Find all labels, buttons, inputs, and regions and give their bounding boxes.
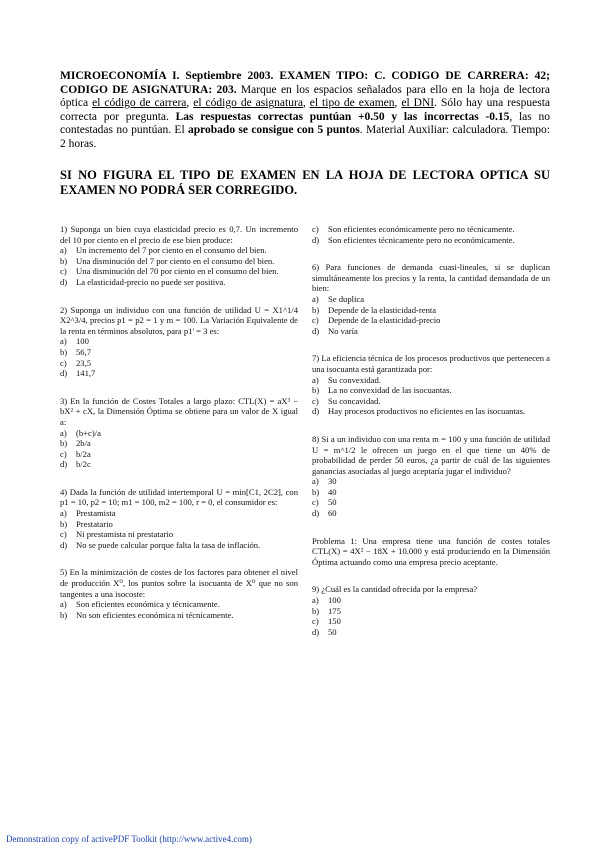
option-text: La elasticidad-precio no puede ser positiva. (76, 276, 226, 287)
warning-text: SI NO FIGURA EL TIPO DE EXAMEN EN LA HOJA DE LECTORA OPTICA SU EXAMEN NO PODRÁ SER CORREGIDO. (60, 168, 550, 197)
question-block (60, 567, 298, 620)
separator: , (394, 97, 402, 110)
option-text: 100 (328, 595, 341, 606)
question-stem: 7) La eficiencia técnica de los procesos productivos que pertenecen a una isocuanta está garantizada por: (312, 353, 550, 374)
answer-option (60, 428, 298, 439)
option-text: Hay procesos productivos no eficientes en las isocuantas. (328, 406, 526, 417)
option-text: Su convexidad. (328, 374, 381, 385)
answer-option (60, 540, 298, 551)
answer-option (312, 396, 550, 407)
option-text: No son eficientes económica ni técnicamente. (76, 609, 234, 620)
option-letter: b) (60, 255, 68, 266)
option-letter: a) (60, 508, 67, 519)
question-stem: 1) Suponga un bien cuya elasticidad precio es 0,7. Un incremento del 10 por ciento en el precio de ese bien produce: (60, 224, 298, 245)
separator: , (302, 97, 310, 110)
answer-option (60, 245, 298, 256)
option-text: 100 (76, 336, 89, 347)
option-text: Son eficientes económica y técnicamente. (76, 599, 220, 610)
answer-option (312, 224, 550, 235)
answer-option (60, 336, 298, 347)
option-letter: d) (60, 459, 68, 470)
option-text: Su concavidad. (328, 395, 381, 406)
option-text: 50 (328, 497, 337, 508)
question-stem: 4) Dada la función de utilidad intertemporal U = min[C1, 2C2], con p1 = 10, p2 = 10; m1 = 100, m2 = 100, r = 0, el consumidor es: (60, 486, 298, 508)
answer-option (312, 606, 550, 617)
instruction-carrera: el código de carrera (92, 97, 187, 110)
answer-option (312, 508, 550, 519)
answer-option (60, 277, 298, 288)
option-text: 50 (328, 626, 337, 637)
answer-option (60, 508, 298, 519)
option-letter: c) (312, 616, 319, 627)
question-block (312, 224, 550, 245)
answer-option (312, 385, 550, 396)
option-letter: c) (312, 224, 319, 234)
option-letter: a) (60, 245, 67, 256)
option-letter: c) (60, 266, 67, 277)
option-text: (b+c)/a (76, 427, 101, 438)
option-letter: b) (60, 518, 68, 529)
option-text: Depende de la elasticidad-renta (328, 304, 437, 315)
option-text: 2b/a (76, 438, 91, 449)
answer-option (312, 375, 550, 386)
option-letter: b) (312, 486, 320, 497)
question-stem: 2) Suponga un individuo con una función de utilidad U = X1^1/4 X2^3/4, precios p1 = p2 = 1 y m = 100. La Variación Equivalente de la renta en términos absolutos, para p1' = 3 es: (60, 304, 298, 336)
option-letter: a) (312, 293, 319, 304)
option-text: 23,5 (76, 357, 92, 368)
answer-option (60, 358, 298, 369)
answer-option (60, 266, 298, 277)
question-stem: 9) ¿Cuál es la cantidad ofrecida por la empresa? (312, 584, 478, 595)
instruction-dni: el DNI (401, 97, 435, 110)
option-letter: d) (312, 325, 320, 336)
answer-option (60, 256, 298, 267)
question-block (312, 434, 550, 519)
answer-option (312, 406, 550, 417)
option-letter: c) (312, 497, 319, 508)
option-letter: a) (60, 599, 67, 610)
option-letter: c) (60, 529, 67, 540)
answer-option (60, 459, 298, 470)
option-text: Un incremento del 7 por ciento en el consumo del bien. (76, 245, 267, 256)
option-letter: a) (312, 374, 319, 385)
option-letter: d) (60, 539, 68, 550)
question-block (312, 353, 550, 417)
answer-option (312, 294, 550, 305)
answer-option (312, 595, 550, 606)
answer-option (312, 497, 550, 508)
option-letter: a) (60, 427, 67, 438)
question-block (312, 262, 550, 336)
option-letter: b) (312, 385, 320, 396)
question-stem: 8) Si a un individuo con una renta m = 100 y una función de utilidad U = m^1/2 le ofrecen un juego en el que tiene un 40% de probabilidad de perder 50 euros, ¿a partir de cuál de las siguientes ganancias asociadas al juego aceptaría jugar el individuo? (312, 433, 550, 476)
answer-option (312, 235, 550, 246)
answer-option (312, 476, 550, 487)
option-letter: c) (312, 395, 319, 406)
exam-title: MICROECONOMÍA I. Septiembre 2003. EXAMEN TIPO: C. CODIGO DE CARRERA: 42; CODIGO DE ASIGNATURA: 203. (60, 70, 550, 96)
answer-option (312, 487, 550, 498)
option-text: b/2c (76, 459, 91, 470)
option-text: 150 (328, 616, 341, 627)
answer-option (60, 368, 298, 379)
option-text: Prestamista (76, 508, 116, 519)
option-letter: c) (60, 357, 67, 368)
option-letter: d) (312, 508, 320, 519)
scoring-rule: Las respuestas correctas puntúan +0.50 y las incorrectas -0.15 (175, 110, 510, 123)
option-letter: c) (60, 448, 67, 459)
option-text: 60 (328, 508, 337, 519)
answer-option (60, 347, 298, 358)
option-letter: d) (312, 406, 320, 417)
question-block (60, 305, 298, 379)
answer-option (312, 627, 550, 638)
option-text: Son eficientes técnicamente pero no económicamente. (328, 234, 515, 245)
option-letter: d) (312, 626, 320, 637)
question-stem: 5) En la minimización de costes de los factores para obtener el nivel de producción X⁰, los puntos sobre la isocuanta de X⁰ que no son tangentes a una isocoste: (60, 567, 298, 599)
option-letter: b) (312, 605, 320, 616)
option-letter: b) (60, 438, 68, 449)
instruction-asignatura: el código de asignatura (193, 97, 303, 110)
option-letter: a) (312, 476, 319, 487)
option-text: b/2a (76, 448, 91, 459)
separator: , (186, 97, 194, 110)
question-stem: 6) Para funciones de demanda cuasi-lineales, si se duplican simultáneamente los precios y la renta, la cantidad demandada de un bien: (312, 262, 550, 294)
option-text: Ni prestamista ni prestatario (76, 529, 174, 540)
answer-option (312, 315, 550, 326)
option-letter: d) (312, 234, 320, 245)
option-text: 175 (328, 605, 341, 616)
option-text: Se duplica (328, 293, 365, 304)
option-text: Depende de la elasticidad-precio (328, 315, 441, 326)
option-text: Son eficientes económicamente pero no técnicamente. (328, 224, 515, 234)
left-column (60, 224, 298, 637)
pass-rule: aprobado se consigue con 5 puntos (187, 124, 360, 137)
option-letter: c) (312, 315, 319, 326)
option-letter: b) (312, 304, 320, 315)
option-letter: b) (60, 609, 68, 620)
question-block (60, 396, 298, 470)
answer-option (60, 610, 298, 621)
option-letter: d) (60, 276, 68, 287)
right-column (312, 224, 550, 654)
question-block (60, 224, 298, 288)
instructions-text-1: Marque en los espacios señalados para ello en la hoja de lectora óptica (60, 83, 550, 110)
question-block (312, 584, 550, 637)
option-letter: d) (60, 368, 68, 379)
answer-option (312, 305, 550, 316)
option-text: Una disminución del 70 por ciento en el consumo del bien. (76, 266, 279, 277)
option-text: La no convexidad de las isocuantas. (328, 385, 452, 396)
option-text: No se puede calcular porque falta la tasa de inflación. (76, 539, 261, 550)
option-text: 141,7 (76, 368, 96, 379)
instructions-text-4: . Material Auxiliar: calculadora. Tiempo: 2 horas. (60, 124, 550, 150)
option-text: No varía (328, 325, 358, 336)
question-stem: Problema 1: Una empresa tiene una función de costes totales CTL(X) = 4X² − 18X + 10.000 y está produciendo en la Dimensión Óptima actuando como una empresa precio aceptante. (312, 535, 550, 567)
answer-option (312, 326, 550, 337)
option-text: Una disminución del 7 por ciento en el consumo del bien. (76, 255, 275, 266)
answer-option (60, 449, 298, 460)
answer-option (60, 519, 298, 530)
answer-option (312, 616, 550, 627)
option-text: 56,7 (76, 346, 92, 357)
option-letter: b) (60, 346, 68, 357)
answer-option (60, 529, 298, 540)
instructions-text-2: . Sólo hay una respuesta correcta por pregunta. (60, 97, 551, 123)
exam-header (60, 70, 550, 152)
answer-option (60, 438, 298, 449)
question-stem: 3) En la función de Costes Totales a largo plazo: CTL(X) = aX³ − bX² + cX, la Dimensión Óptima se obtiene para un valor de X igual a: (60, 395, 298, 427)
answer-option (60, 599, 298, 610)
demo-watermark-footer: Demonstration copy of activePDF Toolkit (http://www.active4.com) (6, 834, 252, 844)
option-letter: a) (312, 595, 319, 606)
option-text: 30 (328, 476, 337, 487)
question-block (312, 536, 550, 568)
instructions-text-3: , las no contestadas no puntúan. El (60, 110, 550, 137)
question-block (60, 487, 298, 551)
instruction-tipo: el tipo de examen (309, 97, 395, 110)
option-text: 40 (328, 486, 337, 497)
option-letter: a) (60, 336, 67, 347)
option-text: Prestatario (76, 518, 113, 529)
